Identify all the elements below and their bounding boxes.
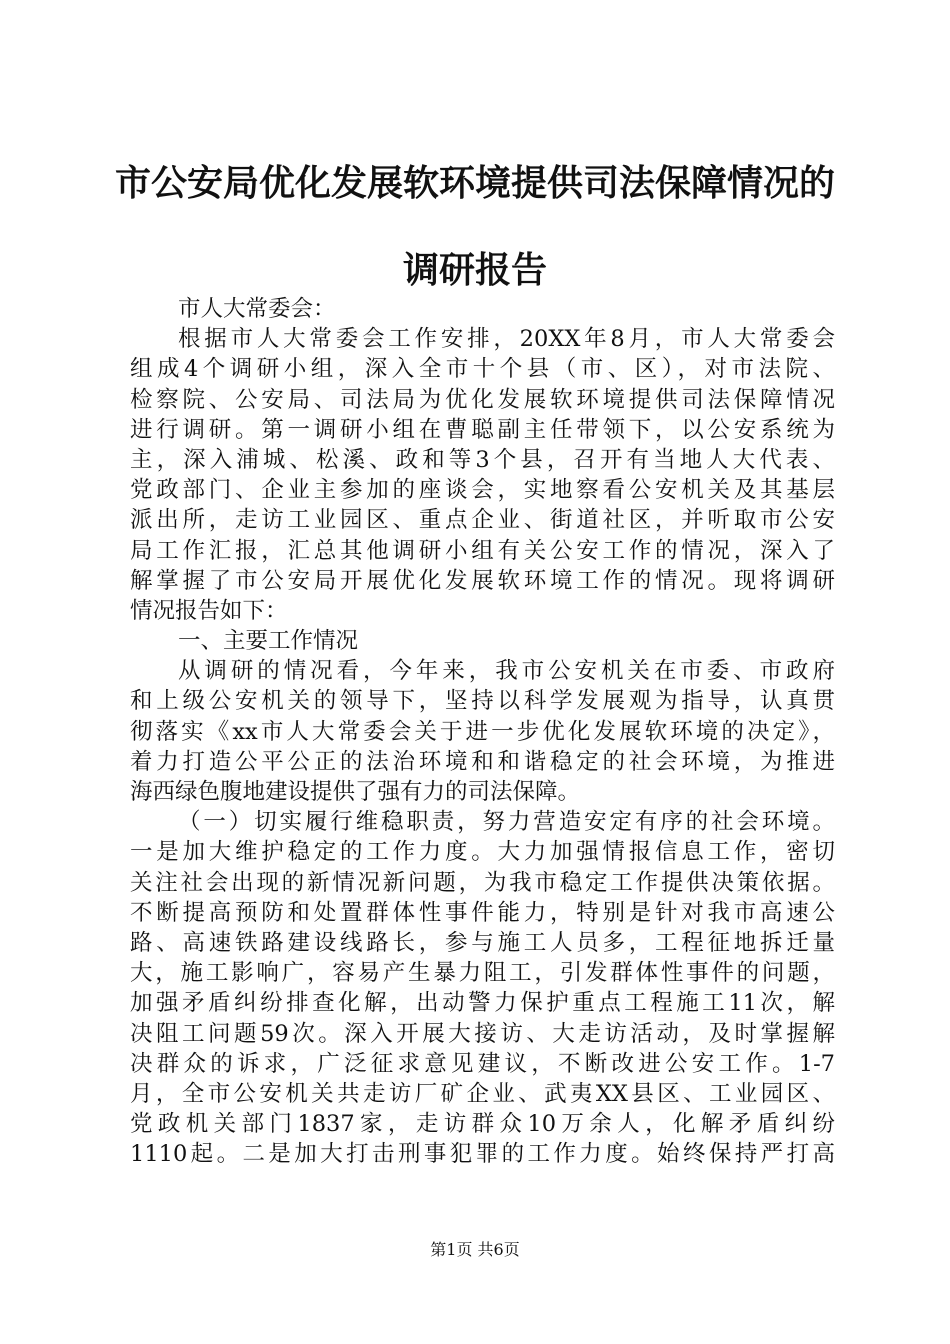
body-line: 月，全市公安机关共走访厂矿企业、武夷XX县区、工业园区、 — [130, 1080, 835, 1107]
body-line: 海西绿色腹地建设提供了强有力的司法保障。 — [130, 779, 581, 805]
body-line: 党政机关部门1837家，走访群众10万余人，化解矛盾纠纷 — [130, 1111, 835, 1138]
body-line: 关注社会出现的新情况新问题，为我市稳定工作提供决策依据。 — [130, 869, 835, 896]
body-line: 一、主要工作情况 — [178, 628, 359, 655]
body-line: 主，深入浦城、松溪、政和等3个县，召开有当地人大代表、 — [130, 446, 835, 473]
body-line: 派出所，走访工业园区、重点企业、街道社区，并听取市公安 — [130, 507, 835, 534]
body-line: 大，施工影响广，容易产生暴力阻工，引发群体性事件的问题， — [130, 960, 835, 987]
body-line: 加强矛盾纠纷排查化解，出动警力保护重点工程施工11次，解 — [130, 990, 835, 1017]
body-line: 决阻工问题59次。深入开展大接访、大走访活动，及时掌握解 — [130, 1020, 835, 1047]
body-line: 彻落实《xx市人大常委会关于进一步优化发展软环境的决定》， — [130, 718, 835, 745]
body-line: 解掌握了市公安局开展优化发展软环境工作的情况。现将调研 — [130, 567, 835, 594]
body-line: 不断提高预防和处置群体性事件能力，特别是针对我市高速公 — [130, 899, 835, 926]
body-line: 检察院、公安局、司法局为优化发展软环境提供司法保障情况 — [130, 386, 835, 413]
page-footer: 第1页 共6页 — [430, 1240, 520, 1259]
body-line: 党政部门、企业主参加的座谈会，实地察看公安机关及其基层 — [130, 477, 835, 504]
body-line: 局工作汇报，汇总其他调研小组有关公安工作的情况，深入了 — [130, 537, 835, 564]
body-line: 根据市人大常委会工作安排，20XX年8月，市人大常委会 — [178, 326, 835, 353]
body-line: 1110起。二是加大打击刑事犯罪的工作力度。始终保持严打高 — [130, 1141, 835, 1168]
document-title-line-2: 调研报告 — [402, 249, 547, 291]
document-body — [130, 294, 835, 1169]
body-line: 着力打造公平公正的法治环境和和谐稳定的社会环境，为推进 — [130, 748, 835, 775]
body-line: （一）切实履行维稳职责，努力营造安定有序的社会环境。 — [178, 809, 835, 836]
body-line: 组成4个调研小组，深入全市十个县（市、区），对市法院、 — [130, 356, 835, 383]
document-title-line-1: 市公安局优化发展软环境提供司法保障情况的 — [114, 162, 835, 204]
body-line: 进行调研。第一调研小组在曹聪副主任带领下，以公安系统为 — [130, 416, 835, 443]
body-line: 和上级公安机关的领导下，坚持以科学发展观为指导，认真贯 — [130, 688, 835, 715]
body-line: 从调研的情况看，今年来，我市公安机关在市委、市政府 — [178, 658, 835, 685]
body-line: 路、高速铁路建设线路长，参与施工人员多，工程征地拆迁量 — [130, 929, 835, 956]
body-line: 一是加大维护稳定的工作力度。大力加强情报信息工作，密切 — [130, 839, 835, 866]
body-line: 情况报告如下： — [130, 597, 288, 624]
body-line: 决群众的诉求，广泛征求意见建议，不断改进公安工作。1-7 — [130, 1050, 835, 1077]
body-line: 市人大常委会： — [178, 296, 336, 322]
